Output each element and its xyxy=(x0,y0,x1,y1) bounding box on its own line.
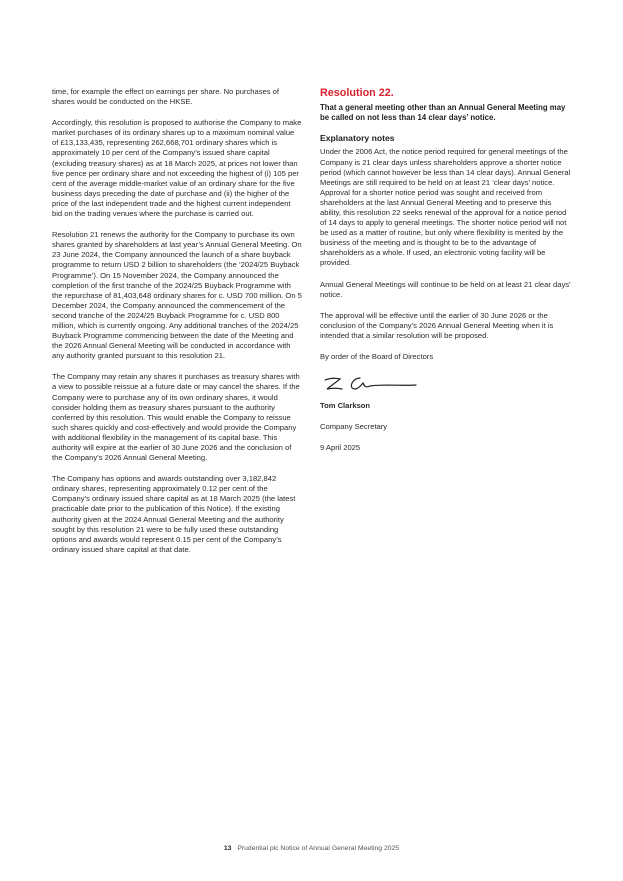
explanatory-notes-heading: Explanatory notes xyxy=(320,133,395,144)
page-footer xyxy=(0,845,623,852)
left-column xyxy=(52,87,302,566)
document-date: 9 April 2025 xyxy=(320,443,361,453)
body-paragraph: Under the 2006 Act, the notice period required for general meetings of the Company is 21 clear days unless shareholders approve a shorter notice period (which cannot however be less than 14 clear days). Annual General Meetings are still required to be held on at least 21 ‘clear days’ notice. Approval for a shorter notice period was sought and received from shareholders at the last Annual General Meeting and to preserve this ability, this resolution 22 seeks renewal of the approval for a notice period of 14 days to apply to general meetings. The shorter notice period will not be used as a matter of routine, but only where flexibility is merited by the business of the meeting and is thought to be to the advantage of shareholders as a whole. If used, an electronic voting facility will be provided. xyxy=(320,147,571,268)
body-paragraph: The Company may retain any shares it purchases as treasury shares with a view to possible reissue at a future date or may cancel the shares. If the Company were to purchase any of its own ordinary shares, it would consider holding them as treasury shares pursuant to the authority conferred by this resolution. This would enable the Company to reissue such shares quickly and cost-effectively and would provide the Company with additional flexibility in the management of its capital base. This authority will expire at the earlier of 30 June 2026 and the conclusion of the Company’s 2026 Annual General Meeting. xyxy=(52,372,300,463)
signature-image xyxy=(322,373,418,395)
body-paragraph: time, for example the effect on earnings per share. No purchases of shares would be conducted on the HKSE. xyxy=(52,87,279,107)
body-paragraph: By order of the Board of Directors xyxy=(320,352,434,361)
footer-text: Prudential plc Notice of Annual General Meeting 2025 xyxy=(237,845,400,852)
body-paragraph: Annual General Meetings will continue to be held on at least 21 clear days’ notice. xyxy=(320,279,571,299)
body-paragraph: Resolution 21 renews the authority for the Company to purchase its own shares granted by shareholders at last year’s Annual General Meeting. On 23 June 2024, the Company announced the launch of a share buyback programme to return USD 2 billion to shareholders (the ‘2024/25 Buyback Programme’). On 15 November 2024, the Company announced the completion of the first tranche of the 2024/25 Buyback Programme with the repurchase of 81,403,648 ordinary shares for c. USD 700 million. On 5 December 2024, the Company announced the commencement of the second tranche of the 2024/25 Buyback Programme for c. USD 800 million, which is currently ongoing. Any additional tranches of the 2024/25 Buyback Programme commencing between the date of the Meeting and the 2026 Annual General Meeting will be conducted in accordance with any authority granted pursuant to this resolution 21. xyxy=(52,230,302,361)
resolution-text: That a general meeting other than an Annual General Meeting may be called on not less than 14 clear days’ notice. xyxy=(320,103,566,123)
right-column xyxy=(320,87,573,464)
signer-role: Company Secretary xyxy=(320,422,388,432)
signer-name: Tom Clarkson xyxy=(320,401,371,411)
page-number: 13 xyxy=(223,845,232,852)
body-paragraph: Accordingly, this resolution is proposed to authorise the Company to make market purchases of its ordinary shares up to a maximum nominal value of £13,133,435, representing 262,668,701 ordinary shares which is approximately 10 per cent of the Company’s issued share capital (excluding treasury shares) as at 18 March 2025, at prices not lower than five pence per ordinary share and not exceeding the highest of (i) 105 per cent of the average middle-market value of an ordinary share for the five business days preceding the date of purchase and (ii) the higher of the price of the last independent trade and the highest current independent bid on the trading venues where the purchase is carried out. xyxy=(52,118,302,219)
body-paragraph: The Company has options and awards outstanding over 3,182,842 ordinary shares, representing approximately 0.12 per cent of the Company’s ordinary issued share capital as at 18 March 2025 (the latest practicable date prior to the publication of this Notice). If the existing authority given at the 2024 Annual General Meeting and the authority sought by this resolution 21 were to be fully used these outstanding options and awards would represent 0.15 per cent of the Company’s ordinary issued share capital at that date. xyxy=(52,474,296,554)
body-paragraph: The approval will be effective until the earlier of 30 June 2026 or the conclusion of the Company’s 2026 Annual General Meeting when it is intended that a similar resolution will be proposed. xyxy=(320,310,554,340)
resolution-title: Resolution 22. xyxy=(320,87,394,99)
